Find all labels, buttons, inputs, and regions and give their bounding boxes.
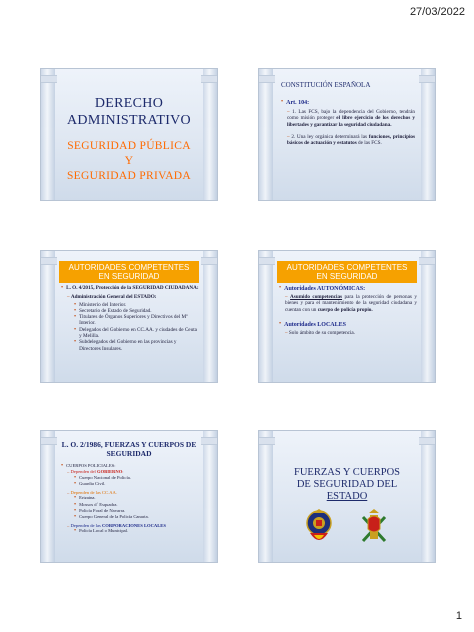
list-item <box>279 294 417 313</box>
title-line: ESTADO <box>326 491 368 502</box>
slide-5-title: L. O. 2/1986, FUERZAS Y CUERPOS DE SEGURIDAD <box>61 440 197 458</box>
dash-icon: – <box>67 522 71 528</box>
bullet-icon: • <box>74 508 77 515</box>
title-line: DERECHO <box>94 96 164 111</box>
column-decoration <box>41 251 55 382</box>
slide-5 <box>40 430 218 563</box>
bullet-icon: • <box>74 326 77 333</box>
list-item <box>279 330 417 336</box>
item-text: Titulares de Órganos Superiores y Directivos del Mº Interior. <box>79 314 188 327</box>
slide-4 <box>258 250 436 383</box>
title-line: ADMINISTRATIVO <box>67 113 191 128</box>
item-heading: Autoridades AUTONÓMICAS: <box>284 286 366 292</box>
bullet-icon: • <box>74 528 77 535</box>
slide-2-title: CONSTITUCIÓN ESPAÑOLA <box>281 81 371 89</box>
column-decoration <box>41 431 55 562</box>
bullet-icon: • <box>74 514 77 521</box>
slide-2 <box>258 68 436 201</box>
item-text: Delegados del Gobierno en CC.AA. y ciudades de Ceuta y Melilla. <box>79 326 197 340</box>
item-text: 2. Una ley orgánica determinará las <box>291 133 368 140</box>
list-item <box>74 481 199 487</box>
page-date: 27/03/2022 <box>409 6 465 18</box>
item-text: Dependen de las CC.AA. <box>70 489 118 495</box>
item-text: Subdelegados del Gobierno en las provincias y Directores Insulares. <box>79 339 177 352</box>
bullet-icon: • <box>74 301 77 308</box>
list-item <box>61 294 199 300</box>
slide-2-body <box>281 99 415 146</box>
list-item <box>281 109 415 128</box>
column-decoration <box>421 431 435 562</box>
bullet-icon: • <box>74 495 77 502</box>
item-heading: Autoridades LOCALES <box>284 321 346 328</box>
item-text: Solo ámbito de su competencia. <box>288 329 356 336</box>
slide-3 <box>40 250 218 383</box>
bullet-icon: • <box>279 285 282 291</box>
column-decoration <box>203 69 217 200</box>
bullet-icon: • <box>74 314 77 321</box>
item-text: CUERPOS POLICIALES: <box>66 463 116 468</box>
slide-6 <box>258 430 436 563</box>
item-strong-text: cuerpo de policía propio. <box>317 306 373 313</box>
list-item <box>61 285 199 291</box>
dash-icon: – <box>285 329 289 336</box>
subtitle-line: SEGURIDAD PRIVADA <box>66 170 192 182</box>
list-item <box>74 528 199 534</box>
item-text: Ministerio del Interior. <box>79 301 127 308</box>
item-text: Secretario de Estado de Seguridad. <box>79 307 152 314</box>
column-decoration <box>421 251 435 382</box>
bullet-icon: • <box>281 99 284 105</box>
bullet-icon: • <box>61 463 64 469</box>
item-strong-text: el libre ejercicio de los derechos y libertades y garantizar la seguridad ciudadana. <box>287 115 415 128</box>
column-decoration <box>203 251 217 382</box>
item-strong-text: CORPORACIONES LOCALES <box>101 522 166 528</box>
item-text: Dependen de las <box>70 522 101 528</box>
item-strong-text: Asumido competencias <box>290 294 343 300</box>
dash-icon: – <box>67 294 71 301</box>
slide-1-subtitle <box>59 139 199 183</box>
slide-6-title <box>277 467 417 503</box>
slide-1-title <box>59 95 199 129</box>
sublist <box>61 528 199 534</box>
sublist <box>61 302 199 352</box>
item-text: Mossos d´ Esquadra. <box>79 501 118 507</box>
page-number: 1 <box>455 610 462 622</box>
column-decoration <box>203 431 217 562</box>
list-item: – Dependen del GOBIERNO: <box>67 469 124 475</box>
policia-nacional-crest-icon <box>304 509 334 547</box>
dash-icon: – <box>285 294 291 300</box>
title-line: FUERZAS Y CUERPOS <box>294 467 400 478</box>
item-text: para la protección de personas y bienes y para el mantenimiento de la seguridad ciudadana y cuentan con un <box>285 294 417 313</box>
item-text: Cuerpo Nacional de Policía. <box>79 475 131 481</box>
item-text: Policía Foral de Navarra. <box>79 508 126 514</box>
item-strong-text: GOBIERNO <box>97 469 123 475</box>
bullet-icon: • <box>61 285 64 291</box>
slide-5-body <box>61 463 199 535</box>
slide-3-body <box>61 285 199 352</box>
slide-4-title: AUTORIDADES COMPETENTES EN SEGURIDAD <box>277 261 417 283</box>
column-decoration <box>259 251 273 382</box>
slide-3-title: AUTORIDADES COMPETENTES EN SEGURIDAD <box>59 261 199 283</box>
dash-icon: – <box>67 489 71 495</box>
dash-icon: – <box>287 133 292 140</box>
dash-icon: – <box>67 469 71 475</box>
column-decoration <box>259 431 273 562</box>
item-text: 1. Las FCS, bajo la dependencia del Gobierno, tendrán como misión proteger <box>287 109 416 122</box>
item-text: L. O. 4/2015, Protección de la SEGURIDAD CIUDADANA: <box>66 285 199 291</box>
item-text: Guardia Civil. <box>79 481 106 487</box>
list-item <box>279 321 417 329</box>
list-item <box>281 134 415 147</box>
column-decoration <box>421 69 435 200</box>
column-decoration <box>41 69 55 200</box>
column-decoration <box>259 69 273 200</box>
guardia-civil-crest-icon <box>358 509 390 545</box>
slide-1 <box>40 68 218 201</box>
sublist <box>61 495 199 520</box>
bullet-icon: • <box>74 481 77 488</box>
list-item <box>74 327 199 340</box>
list-item <box>74 339 199 352</box>
list-item <box>279 285 417 293</box>
sublist <box>61 475 199 488</box>
bullet-icon: • <box>74 339 77 346</box>
slide-4-body <box>279 285 417 336</box>
item-text: Cuerpo General de la Policía Canaria. <box>79 514 149 520</box>
bullet-icon: • <box>279 320 282 327</box>
item-text: Ertzaina. <box>79 495 96 501</box>
bullet-icon: • <box>74 307 77 314</box>
item-text: de las FCS. <box>358 140 382 147</box>
subtitle-line: SEGURIDAD PÚBLICA <box>67 140 191 152</box>
item-strong-text: funciones, principios básicos de actuación y estatutos <box>287 133 416 147</box>
title-line: DE SEGURIDAD DEL <box>296 479 398 490</box>
item-text: Dependen del <box>70 469 96 475</box>
dash-icon: – <box>287 109 293 115</box>
list-item <box>281 99 415 107</box>
crests <box>277 509 417 547</box>
subtitle-line: Y <box>124 155 134 167</box>
bullet-icon: • <box>74 475 77 482</box>
item-text: Policía Local o Municipal. <box>79 528 129 534</box>
article-label: Art. 104: <box>286 100 310 106</box>
item-text: Administración General del ESTADO: <box>70 294 157 301</box>
list-item <box>74 314 199 327</box>
list-item <box>74 514 199 520</box>
bullet-icon: • <box>74 501 77 508</box>
